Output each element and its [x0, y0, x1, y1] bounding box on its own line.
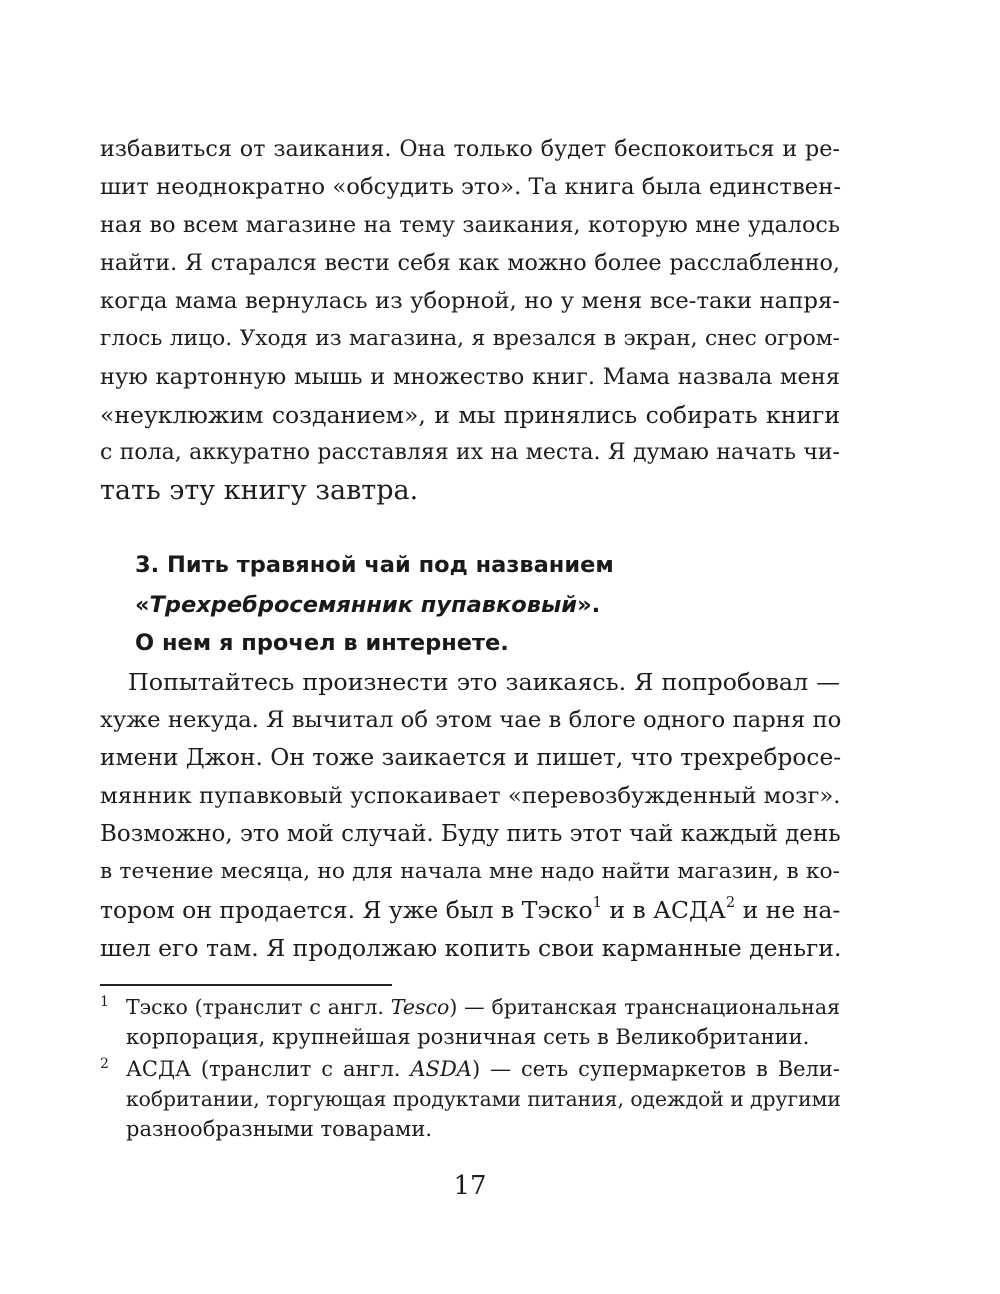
section-heading-line: О нем я прочел в интернете. — [135, 630, 509, 656]
body-text-line: избавиться от заикания. Она только будет беспокоиться и ре- — [100, 136, 840, 162]
footnote-number: 2 — [100, 1056, 109, 1072]
footnote-line: разнообразными товарами. — [126, 1117, 433, 1141]
body-text-line: Возможно, это мой случай. Буду пить этот чай каждый день — [100, 821, 841, 847]
footnote-line: кобритании, торгующая продуктами питания, одеждой и другими — [126, 1087, 841, 1111]
body-text-line: тать эту книгу завтра. — [100, 475, 419, 506]
footnote-number: 1 — [100, 994, 109, 1010]
body-text-line: шел его там. Я продолжаю копить свои карманные деньги. — [100, 934, 842, 962]
text-span: и в АСДА — [601, 896, 726, 924]
footnote-separator — [100, 984, 392, 986]
body-text-line: мянник пупавковый успокаивает «перевозбужденный мозг». — [100, 783, 841, 809]
body-text-line: имени Джон. Он тоже заикается и пишет, что трехребросе- — [100, 744, 842, 771]
text-span: ) — сеть супермаркетов в Вели- — [471, 1057, 840, 1081]
text-span: и не на- — [735, 896, 841, 924]
footnote-line — [126, 1054, 840, 1084]
text-span: ) — британская транснациональная — [449, 995, 840, 1019]
heading-open-quote: « — [135, 592, 150, 618]
heading-close-quote: ». — [577, 592, 601, 618]
section-heading-line — [135, 587, 855, 623]
text-span: АСДА (транслит с англ. — [126, 1057, 411, 1081]
body-text-line: ную картонную мышь и множество книг. Мама назвала меня — [100, 364, 840, 390]
body-text-line: найти. Я старался вести себя как можно более расслабленно, — [100, 250, 840, 276]
body-text-line: шит неоднократно «обсудить это». Та книга была единствен- — [100, 174, 842, 200]
text-span: тором он продается. Я уже был в Тэско — [100, 896, 593, 924]
italic-text: Tesco — [390, 995, 450, 1019]
body-text-line: ная во всем магазине на тему заикания, которую мне удалось — [100, 212, 840, 238]
footnote-line: корпорация, крупнейшая розничная сеть в Великобритании. — [126, 1025, 810, 1049]
page-number: 17 — [453, 1171, 487, 1201]
body-text-line: глось лицо. Уходя из магазина, я врезался в экран, снес огром- — [100, 326, 840, 351]
footnote-ref-1: 1 — [592, 894, 602, 912]
text-span: Тэско (транслит с англ. — [126, 995, 391, 1019]
body-text-line: с пола, аккуратно расставляя их на места. Я думаю начать чи- — [100, 440, 840, 465]
footnote-ref-2: 2 — [725, 894, 736, 912]
body-text-line: в течение месяца, но для начала мне надо найти магазин, в ко- — [100, 859, 840, 884]
section-heading-line: 3. Пить травяной чай под названием — [135, 552, 614, 578]
body-text-line: когда мама вернулась из уборной, но у меня все-таки напря- — [100, 288, 840, 314]
body-text-line: Попытайтесь произнести это заикаясь. Я попробовал — — [128, 668, 840, 696]
body-text-line: «неуклюжим созданием», и мы принялись собирать книги — [100, 401, 840, 429]
footnote-line — [126, 992, 840, 1022]
body-text-line: хуже некуда. Я вычитал об этом чае в блоге одного парня по — [100, 707, 842, 733]
heading-tea-name: Трехребросемянник пупавковый — [149, 592, 578, 618]
italic-text: ASDA — [410, 1057, 472, 1081]
body-text-line — [100, 891, 840, 929]
